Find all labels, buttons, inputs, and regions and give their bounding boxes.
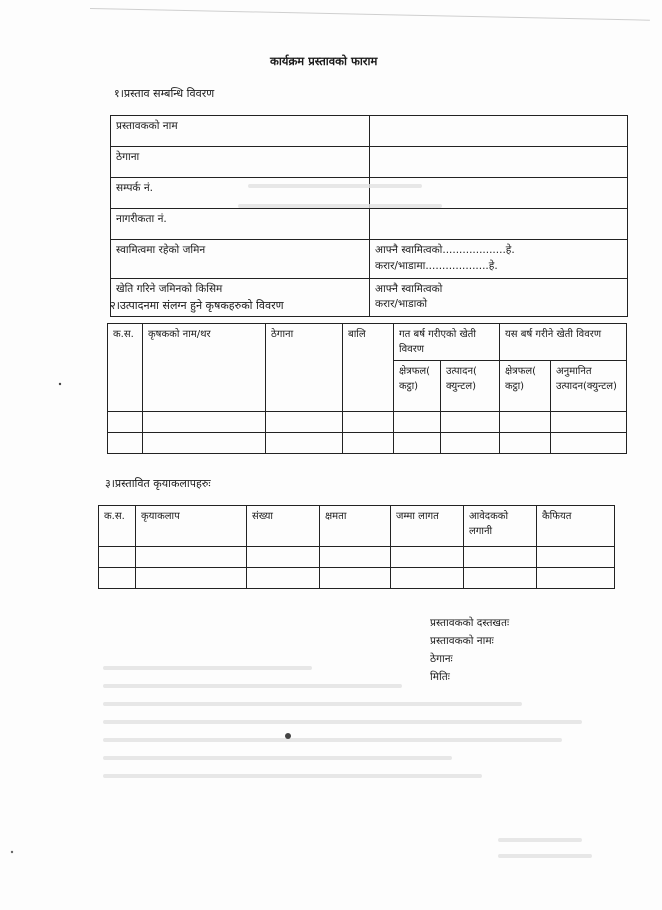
section-3-heading: ३।प्रस्तावित कृयाकलापहरुः — [105, 477, 211, 490]
header-crop: बालि — [343, 324, 394, 412]
header-area-this: क्षेत्रफल( कट्ठा) — [500, 361, 551, 412]
table-row — [99, 568, 615, 589]
table-cell[interactable] — [108, 433, 143, 454]
table-cell[interactable] — [143, 433, 266, 454]
table-cell[interactable] — [394, 412, 441, 433]
table-header-row — [108, 324, 627, 361]
table-cell[interactable] — [464, 568, 537, 589]
table-cell[interactable] — [136, 547, 247, 568]
contact-number-label: सम्पर्क नं. — [111, 178, 370, 209]
lease-land-type-line: करार/भाडाको — [375, 298, 428, 311]
header-sn: क.स. — [99, 506, 136, 547]
lease-land-line: करार/भाडामा...................हे. — [375, 259, 498, 272]
header-quantity: संख्या — [247, 506, 320, 547]
table-row — [99, 547, 615, 568]
table-cell[interactable] — [500, 412, 551, 433]
address-label: ठेगाना — [111, 147, 370, 178]
page-fold-line — [90, 8, 650, 21]
table-cell[interactable] — [441, 433, 500, 454]
header-area-last: क्षेत्रफल( कट्ठा) — [394, 361, 441, 412]
table-cell[interactable] — [464, 547, 537, 568]
cultivated-land-type-label: खेति गरिने जमिनको किसिम — [111, 278, 370, 317]
proposer-name-value[interactable] — [370, 116, 628, 147]
table-cell[interactable] — [394, 433, 441, 454]
section-2-heading: २।उत्पादनमा संलग्न हुने कृषकहरुको विवरण — [110, 299, 284, 312]
header-address: ठेगाना — [266, 324, 343, 412]
table-cell[interactable] — [266, 433, 343, 454]
owned-land-label: स्वामित्वमा रहेको जमिन — [111, 240, 370, 279]
table-cell[interactable] — [537, 547, 615, 568]
table-row — [111, 147, 628, 178]
header-remarks: कैफियत — [537, 506, 615, 547]
contact-number-value[interactable] — [370, 178, 628, 209]
section-1-heading: १।प्रस्ताव सम्बन्धि विवरण — [114, 87, 215, 100]
table-cell[interactable] — [99, 547, 136, 568]
table-cell[interactable] — [551, 433, 627, 454]
table-cell[interactable] — [108, 412, 143, 433]
table-row — [111, 209, 628, 240]
proposal-details-table — [110, 115, 628, 317]
header-applicant-investment: आवेदकको लगानी — [464, 506, 537, 547]
header-sn: क.स. — [108, 324, 143, 412]
proposer-name-label: प्रस्तावकको नामः — [430, 635, 494, 647]
table-cell[interactable] — [320, 547, 391, 568]
table-cell[interactable] — [391, 568, 464, 589]
cultivated-land-type-value — [370, 278, 628, 317]
farmers-details-table — [107, 323, 627, 454]
table-row — [108, 412, 627, 433]
signature-block — [430, 614, 509, 686]
header-total-cost: जम्मा लागत — [391, 506, 464, 547]
address-label: ठेगानः — [430, 653, 453, 665]
form-title: कार्यक्रम प्रस्तावको फाराम — [270, 54, 378, 68]
proposed-activities-table — [98, 505, 615, 589]
proposer-name-label: प्रस्तावकको नाम — [111, 116, 370, 147]
header-this-year: यस बर्ष गरीने खेती विवरण — [500, 324, 627, 361]
header-last-year: गत बर्ष गरीएको खेती विवरण — [394, 324, 500, 361]
own-land-line: आफ्नै स्वामित्वको...................हे. — [375, 244, 515, 256]
table-row — [111, 240, 628, 279]
header-activity: कृयाकलाप — [136, 506, 247, 547]
table-cell[interactable] — [391, 547, 464, 568]
table-cell[interactable] — [266, 412, 343, 433]
table-cell[interactable] — [247, 568, 320, 589]
table-cell[interactable] — [551, 412, 627, 433]
header-production: उत्पादन( क्युन्टल) — [441, 361, 500, 412]
own-land-type-line: आफ्नै स्वामित्वको — [375, 282, 443, 295]
citizenship-number-value[interactable] — [370, 209, 628, 240]
address-value[interactable] — [370, 147, 628, 178]
table-row — [111, 178, 628, 209]
table-cell[interactable] — [99, 568, 136, 589]
table-row — [108, 433, 627, 454]
signature-label: प्रस्तावकको दस्तखतः — [430, 617, 510, 629]
table-cell[interactable] — [136, 568, 247, 589]
citizenship-number-label: नागरीकता नं. — [111, 209, 370, 240]
table-cell[interactable] — [441, 412, 500, 433]
date-label: मितिः — [430, 671, 450, 683]
table-cell[interactable] — [537, 568, 615, 589]
table-cell[interactable] — [247, 547, 320, 568]
header-farmer-name: कृषकको नाम/थर — [143, 324, 266, 412]
header-capacity: क्षमता — [320, 506, 391, 547]
table-row — [111, 116, 628, 147]
header-estimated-production: अनुमानित उत्पादन(क्युन्टल) — [551, 361, 627, 412]
table-header-row — [99, 506, 615, 547]
table-cell[interactable] — [343, 412, 394, 433]
table-cell[interactable] — [143, 412, 266, 433]
table-cell[interactable] — [343, 433, 394, 454]
table-cell[interactable] — [320, 568, 391, 589]
table-cell[interactable] — [500, 433, 551, 454]
owned-land-value — [370, 240, 628, 279]
